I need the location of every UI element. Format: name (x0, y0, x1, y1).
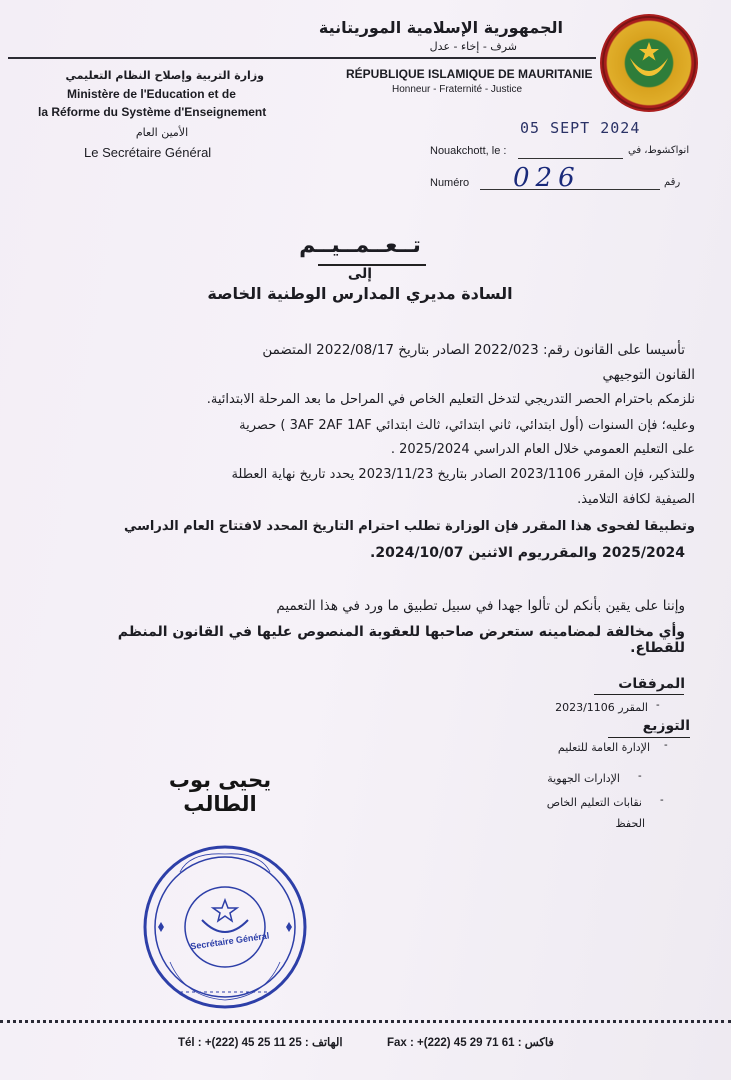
distribution-heading: التوزيع (642, 718, 690, 734)
circular-title: تــعــمــيــم (299, 233, 421, 258)
paragraph-6-line-1: وإننا على يقين بأنكم لن تألوا جهدا في سبيل تطبيق ما ورد في هذا التعميم (276, 598, 685, 614)
attachment-bullet: - (656, 699, 660, 711)
paragraph-3-line-2: على التعليم العمومي خلال العام الدراسي 2025/2024 . (390, 442, 695, 457)
paragraph-1-line-1: تأسيسا على القانون رقم: 2022/023 الصادر بتاريخ 2022/08/17 المتضمن (262, 342, 685, 358)
secretary-general-ar: الأمين العام (135, 126, 189, 139)
motto-ar: شرف - إخاء - عدل (429, 40, 517, 53)
attachment-item: المقرر 2023/1106 (555, 701, 648, 714)
number-handwritten: 026 (513, 163, 581, 193)
motto-fr: Honneur - Fraternité - Justice (392, 84, 523, 95)
secretary-general-fr: Le Secrétaire Général (84, 145, 212, 160)
paragraph-5-line-1: وتطبيقا لفحوى هذا المقرر فإن الوزارة تطلب احترام التاريخ المحدد لافتتاح العام الدراسي (123, 519, 695, 534)
republic-name-ar: الجمهورية الإسلامية الموريتانية (318, 18, 563, 37)
paragraph-2: نلزمكم باحترام الحصر التدريجي لتدخل التعليم الخاص في المراحل ما بعد المرحلة الابتدائية. (206, 392, 695, 407)
distribution-item: الإدارة العامة للتعليم (557, 741, 650, 754)
stamp-title: Secrétaire Général (189, 930, 270, 952)
date-handwritten: 05 SEPT 2024 (520, 119, 641, 137)
place-label-fr: Nouakchott, le : (430, 145, 507, 157)
header-divider (8, 57, 596, 59)
ministry-fr-line2: la Réforme du Système d'Enseignement (38, 105, 267, 119)
paragraph-4-line-2: الصيفية لكافة التلاميذ. (577, 492, 695, 507)
distribution-item: الحفظ (615, 817, 645, 830)
paragraph-1-line-2: القانون التوجيهي (602, 367, 695, 383)
paragraph-5-line-2: 2025/2024 والمقرريوم الاثنين 2024/10/07. (370, 545, 685, 561)
distribution-bullet: - (660, 794, 664, 806)
place-label-ar: انواكشوط، في (628, 145, 690, 156)
republic-name-fr: RÉPUBLIQUE ISLAMIQUE DE MAURITANIE (346, 67, 593, 81)
ministry-fr-line1: Ministère de l'Education et de (67, 87, 236, 101)
paragraph-3-line-1: وعليه؛ فإن السنوات (أول ابتدائي، ثاني ابتدائي، ثالث ابتدائي 3AF 2AF 1AF ) حصرية (239, 418, 695, 433)
date-underline (518, 158, 623, 159)
distribution-bullet: - (638, 770, 642, 782)
attachments-heading: المرفقات (618, 676, 685, 692)
addressee: السادة مديري المدارس الوطنية الخاصة (207, 284, 513, 303)
official-stamp (140, 842, 310, 1012)
number-label-ar: رقم (664, 177, 681, 188)
distribution-heading-underline (608, 737, 690, 738)
national-emblem-icon (600, 14, 698, 112)
paragraph-4-line-1: وللتذكير، فإن المقرر 2023/1106 الصادر بتاريخ 2023/11/23 يحدد تاريخ نهاية العطلة (231, 467, 695, 482)
ministry-ar: وزارة التربية وإصلاح النظام التعليمي (65, 69, 264, 82)
to-label: إلى (347, 266, 373, 282)
footer-fax: Fax : +(222) 45 29 71 61 : فاكس (387, 1037, 554, 1049)
distribution-item: نقابات التعليم الخاص (546, 796, 642, 809)
footer-phone: Tél : +(222) 45 25 11 25 : الهاتف (178, 1037, 343, 1049)
paragraph-6-line-2: وأي مخالفة لمضامينه ستعرض صاحبها للعقوبة المنصوص عليها في القانون المنظم للقطاع. (117, 624, 685, 656)
footer-divider (0, 1020, 731, 1023)
distribution-bullet: - (664, 739, 668, 751)
signatory-name: يحيى بوب الطالب (168, 768, 272, 816)
attachments-heading-underline (594, 694, 684, 695)
number-label-fr: Numéro (430, 177, 470, 189)
distribution-item: الإدارات الجهوية (547, 772, 620, 785)
